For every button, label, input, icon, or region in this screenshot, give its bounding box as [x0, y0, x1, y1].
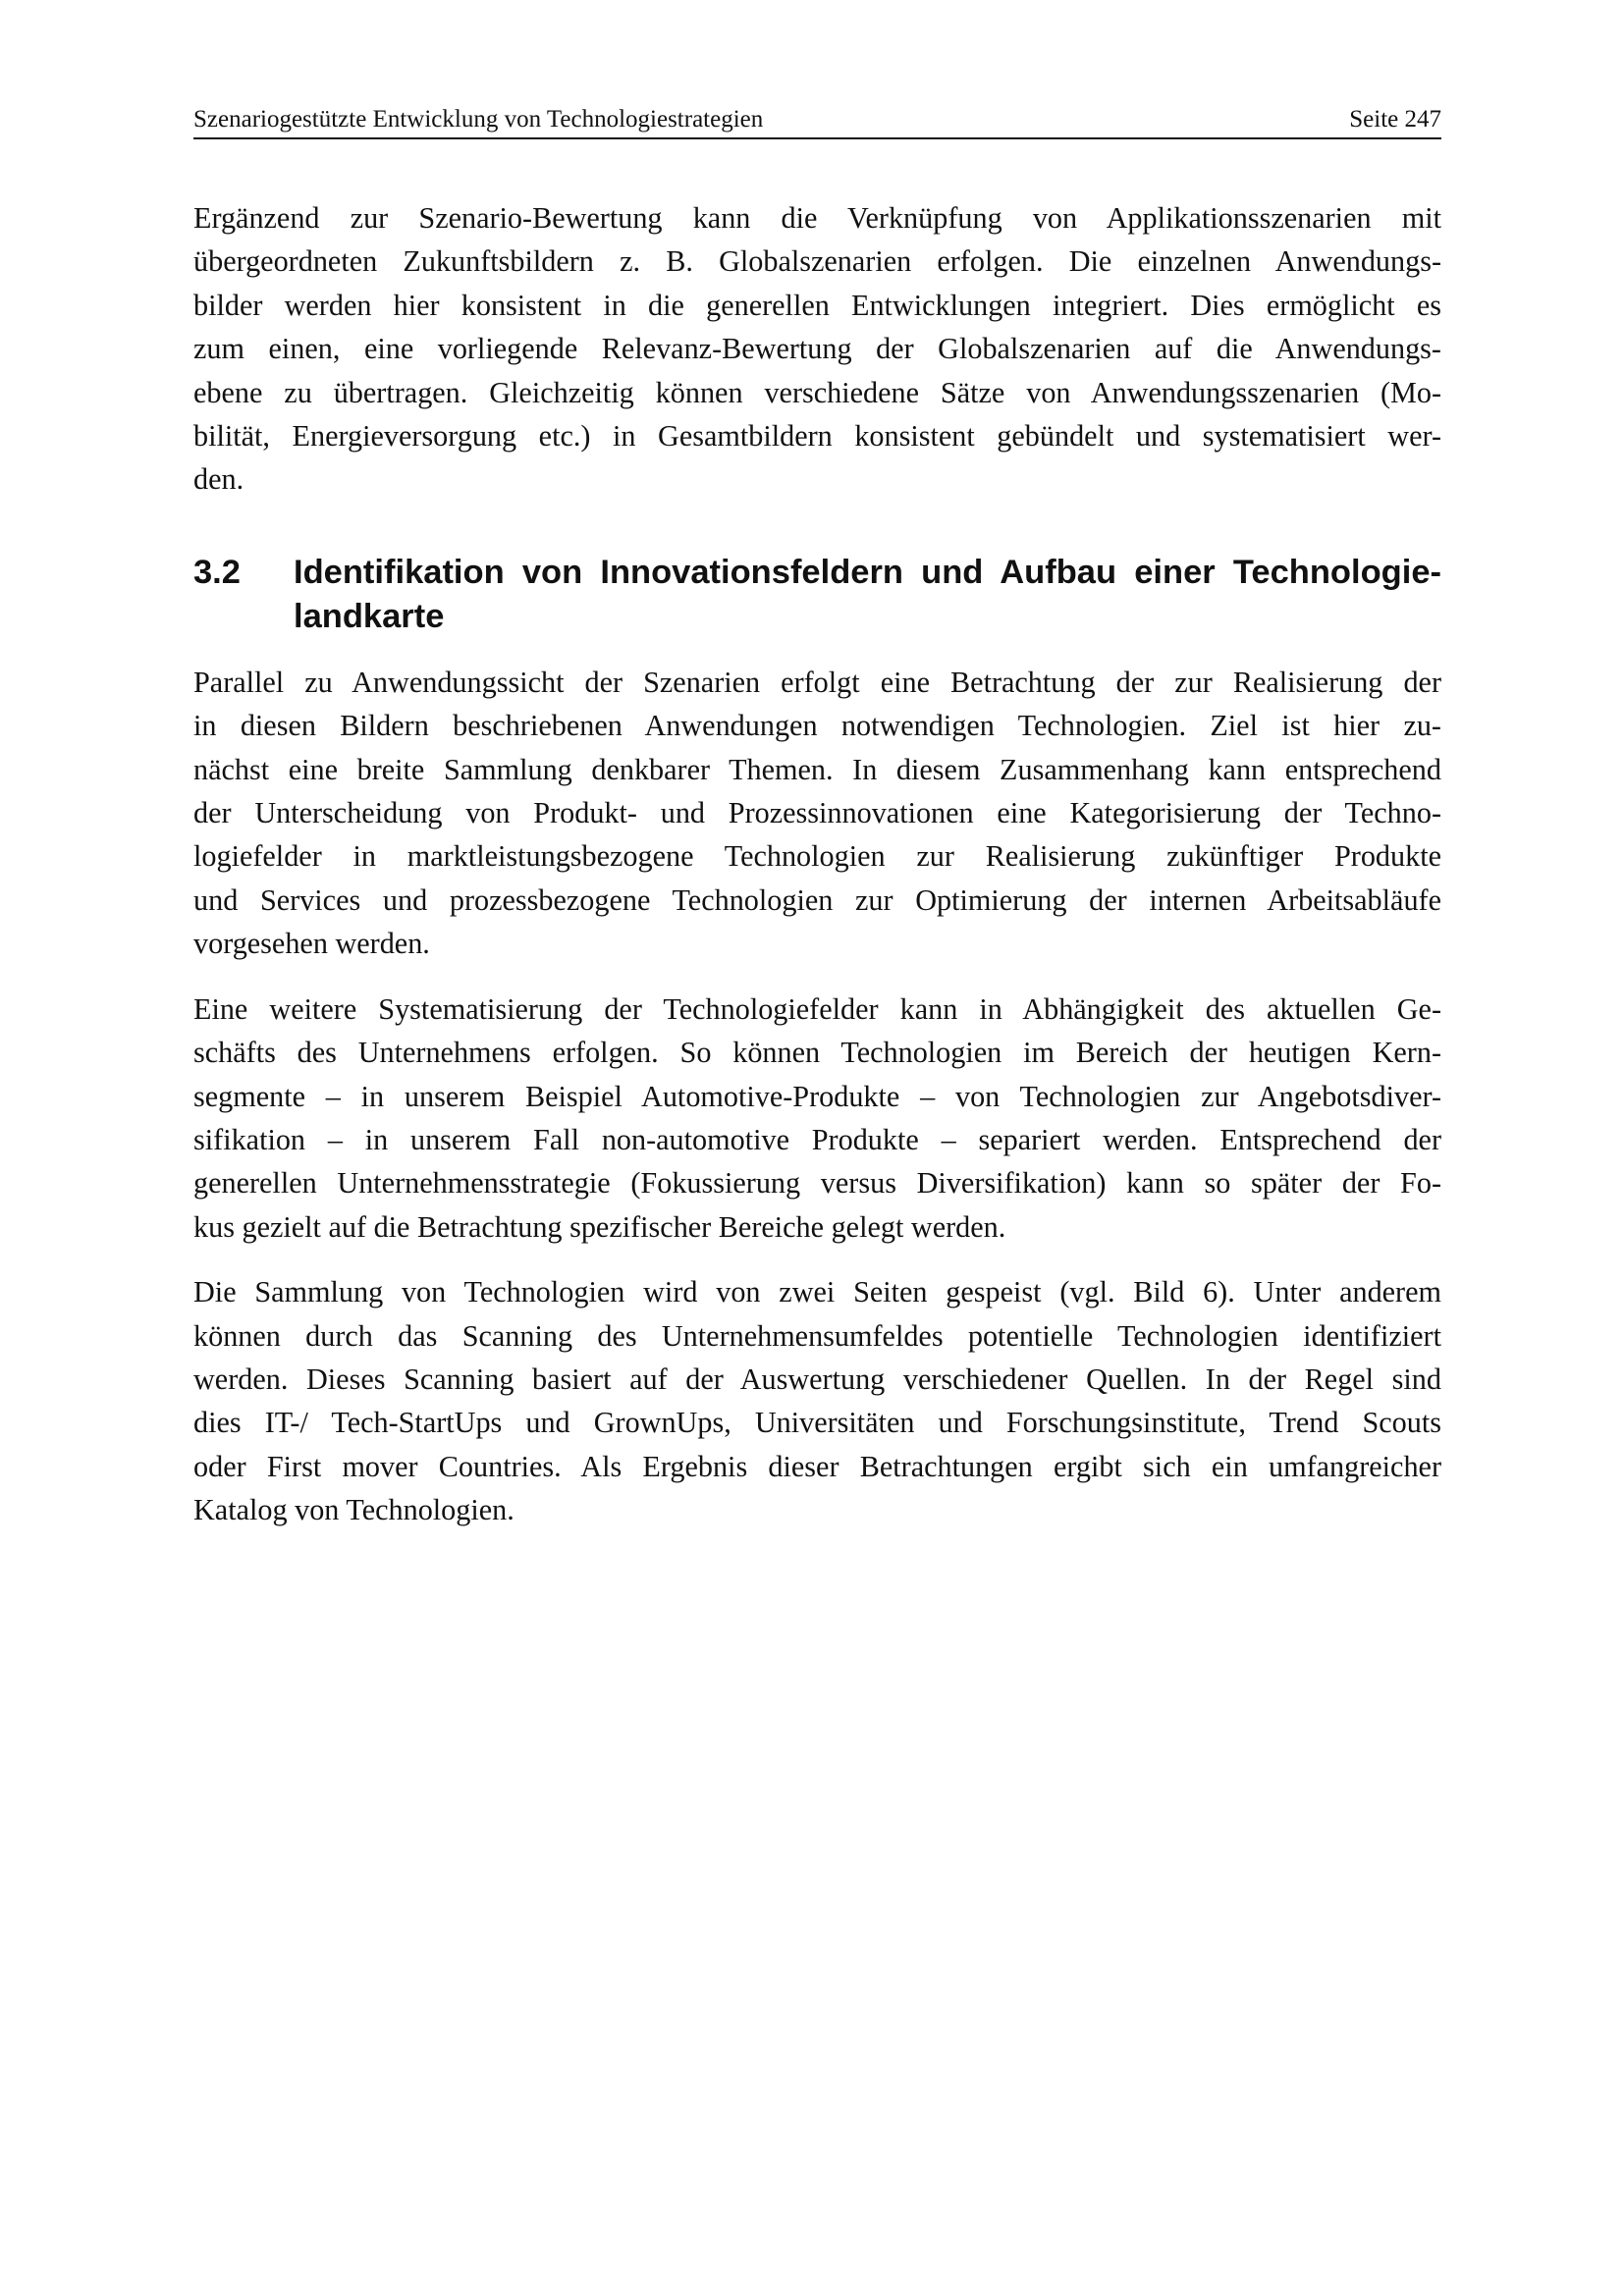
text-line: dies IT-/ Tech-StartUps und GrownUps, Universitäten und Forschungsinstitute, Trend Scouts — [193, 1406, 1441, 1440]
text-line: segmente – in unserem Beispiel Automotive-Produkte – von Technologien zur Angebotsdiver- — [193, 1079, 1441, 1113]
section-heading — [193, 551, 1441, 639]
text-line: Parallel zu Anwendungssicht der Szenarien erfolgt eine Betrachtung der zur Realisierung der — [193, 665, 1441, 699]
text-line: nächst eine breite Sammlung denkbarer Themen. In diesem Zusammenhang kann entsprechend — [193, 752, 1441, 786]
text-line: in diesen Bildern beschriebenen Anwendungen notwendigen Technologien. Ziel ist hier zu- — [193, 709, 1441, 743]
text-line: bilität, Energieversorgung etc.) in Gesamtbildern konsistent gebündelt und systematisiert wer- — [193, 419, 1441, 454]
text-line: Die Sammlung von Technologien wird von zwei Seiten gespeist (vgl. Bild 6). Unter anderem — [193, 1275, 1441, 1309]
paragraph-2 — [193, 661, 1441, 966]
paragraph-3 — [193, 988, 1441, 1249]
text-line: generellen Unternehmensstrategie (Fokussierung versus Diversifikation) kann so später der Fo- — [193, 1166, 1441, 1201]
section-number: 3.2 — [193, 553, 241, 591]
section-title-line: landkarte — [294, 597, 445, 635]
text-line: kus gezielt auf die Betrachtung spezifischer Bereiche gelegt werden. — [193, 1209, 1006, 1244]
running-header — [193, 106, 1441, 139]
paragraph-1 — [193, 196, 1441, 502]
text-line: übergeordneten Zukunftsbildern z. B. Globalszenarien erfolgen. Die einzelnen Anwendungs- — [193, 244, 1441, 279]
text-line: können durch das Scanning des Unternehmensumfeldes potentielle Technologien identifiziert — [193, 1318, 1441, 1353]
paragraph-4 — [193, 1270, 1441, 1531]
text-line: logiefelder in marktleistungsbezogene Technologien zur Realisierung zukünftiger Produkte — [193, 839, 1441, 874]
text-line: werden. Dieses Scanning basiert auf der Auswertung verschiedener Quellen. In der Regel sind — [193, 1362, 1441, 1396]
header-title: Szenariogestützte Entwicklung von Technologiestrategien — [193, 106, 764, 133]
text-line: der Unterscheidung von Produkt- und Prozessinnovationen eine Kategorisierung der Techno- — [193, 796, 1441, 830]
text-line: zum einen, eine vorliegende Relevanz-Bewertung der Globalszenarien auf die Anwendungs- — [193, 332, 1441, 366]
text-line: Eine weitere Systematisierung der Technologiefelder kann in Abhängigkeit des aktuellen Ge- — [193, 991, 1441, 1026]
text-line: vorgesehen werden. — [193, 927, 430, 961]
text-line: Katalog von Technologien. — [193, 1493, 514, 1527]
body-text — [193, 196, 1441, 1532]
section-title — [294, 551, 1441, 639]
text-line: oder First mover Countries. Als Ergebnis dieser Betrachtungen ergibt sich ein umfangreicher — [193, 1449, 1441, 1483]
section-title-line: Identifikation von Innovationsfeldern und Aufbau einer Technologie- — [294, 553, 1441, 591]
text-line: sifikation – in unserem Fall non-automotive Produkte – separiert werden. Entsprechend der — [193, 1122, 1441, 1156]
text-line: den. — [193, 462, 244, 497]
text-line: bilder werden hier konsistent in die generellen Entwicklungen integriert. Dies ermöglicht es — [193, 288, 1441, 322]
text-line: und Services und prozessbezogene Technologien zur Optimierung der internen Arbeitsabläufe — [193, 882, 1441, 917]
text-line: Ergänzend zur Szenario-Bewertung kann die Verknüpfung von Applikationsszenarien mit — [193, 201, 1441, 235]
text-line: ebene zu übertragen. Gleichzeitig können verschiedene Sätze von Anwendungsszenarien (Mo- — [193, 375, 1441, 409]
page-number: Seite 247 — [1349, 106, 1441, 133]
text-line: schäfts des Unternehmens erfolgen. So können Technologien im Bereich der heutigen Kern- — [193, 1036, 1441, 1070]
